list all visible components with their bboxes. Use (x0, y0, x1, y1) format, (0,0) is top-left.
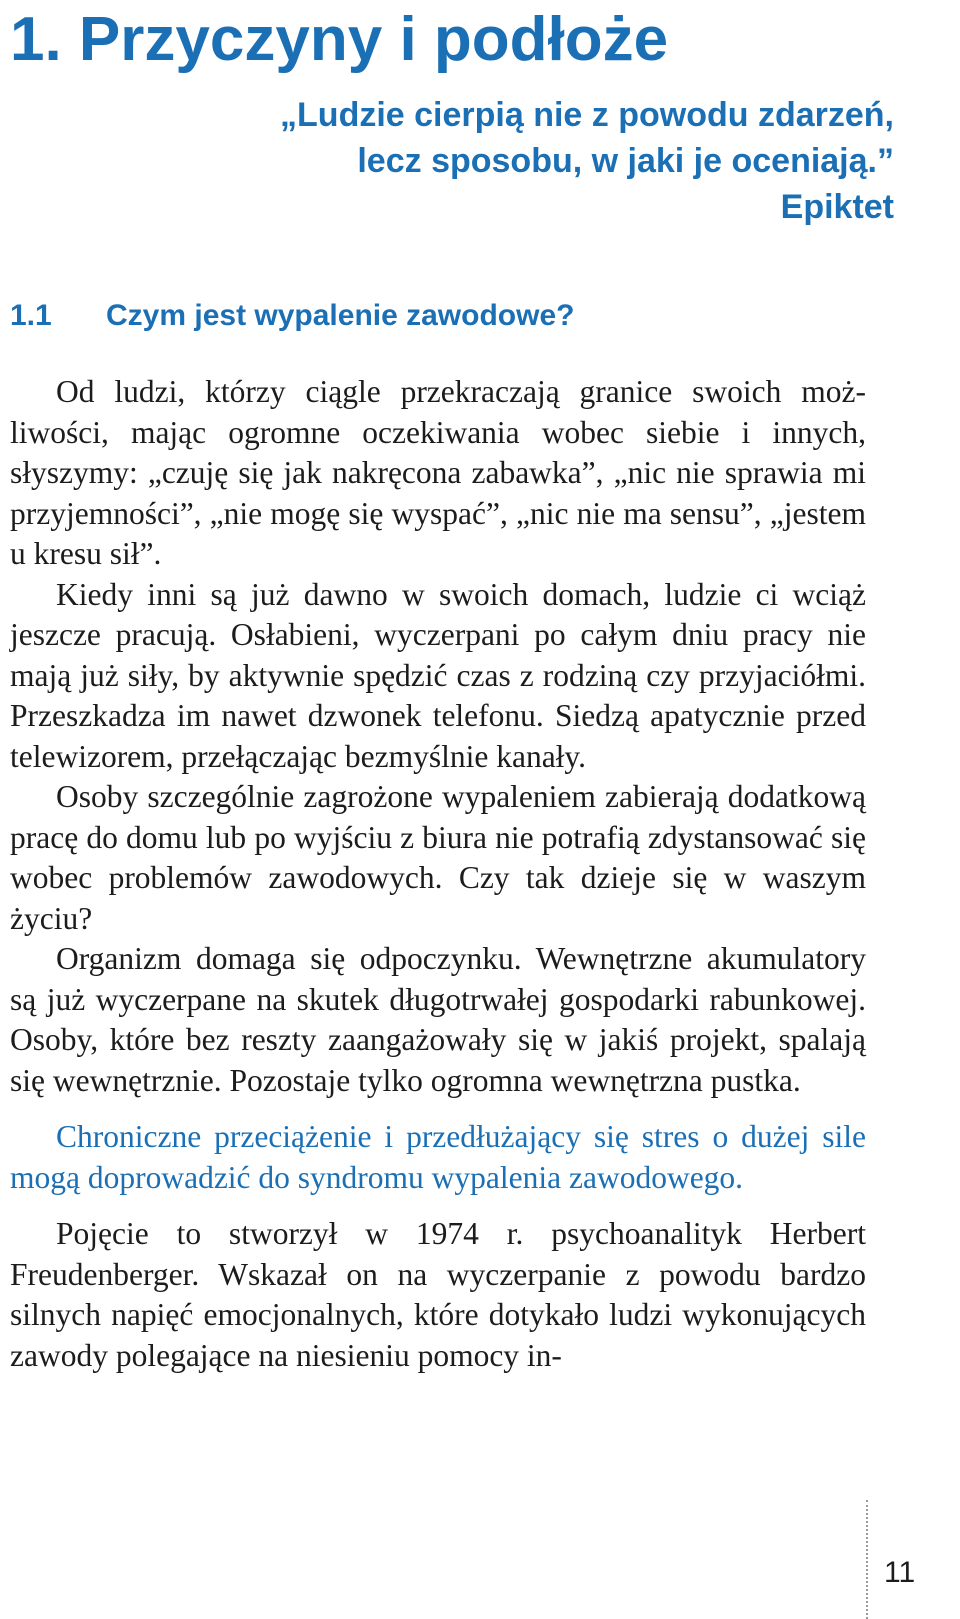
epigraph-quote (134, 92, 894, 230)
footer-divider (866, 1500, 868, 1619)
paragraph-5: Pojęcie to stworzył w 1974 r. psychoanalityk Herbert Freudenberger. Wskazał on na wyczerpanie z powodu bardzo silnych napięć emocjonalnych, które dotykało ludzi wykonujących zawody polegające na niesieniu pomocy in- (10, 1216, 866, 1373)
section-number: 1.1 (10, 299, 52, 332)
epigraph-line-2: lecz sposobu, w jaki je oceniają.” (357, 142, 894, 180)
body-text (10, 372, 866, 1376)
section-title: Czym jest wypalenie zawodowe? (106, 299, 575, 332)
epigraph-line-1: „Ludzie cierpią nie z powodu zdarzeń, (280, 96, 894, 134)
paragraph-3: Osoby szczególnie zagrożone wypaleniem zabierają dodatkową pracę do domu lub po wyjściu z biura nie potrafią zdystansować się wobec problemów zawodowych. Czy tak dzieje się w waszym życiu? (10, 779, 866, 936)
highlighted-statement: Chroniczne przeciążenie i przedłużający się stres o dużej sile mogą doprowadzić do syndromu wypalenia zawodowego. (10, 1119, 866, 1195)
paragraph-2: Kiedy inni są już dawno w swoich domach, ludzie ci wciąż jeszcze pracują. Osłabieni, wyczerpani po całym dniu pracy nie mają już siły, by aktywnie spędzić czas z rodziną czy przyjaciółmi. Przeszkadza im nawet dzwonek telefonu. Siedzą apatycznie przed telewizorem, przełączając bezmyślnie kanały. (10, 576, 866, 774)
page-number: 11 (884, 1556, 916, 1589)
section-heading (10, 296, 574, 336)
paragraph-1: Od ludzi, którzy ciągle przekraczają granice swoich możliwości, mając ogromne oczekiwania wobec siebie i innych, słyszymy: „czuję się jak nakręcona zabawka”, „nic nie sprawia mi przyjemności”, „nie mogę się wyspać”, „nic nie ma sensu”, „jestem u kresu sił”. (10, 374, 866, 571)
epigraph-author: Epiktet (780, 188, 894, 226)
chapter-title: 1. Przyczyny i podłoże (10, 5, 669, 74)
paragraph-4: Organizm domaga się odpoczynku. Wewnętrzne akumulatory są już wyczerpane na skutek długotrwałej gospodarki rabunkowej. Osoby, które bez reszty zaangażowały się w jakiś projekt, spalają się wewnętrznie. Pozostaje tylko ogromna wewnętrzna pustka. (10, 941, 866, 1098)
